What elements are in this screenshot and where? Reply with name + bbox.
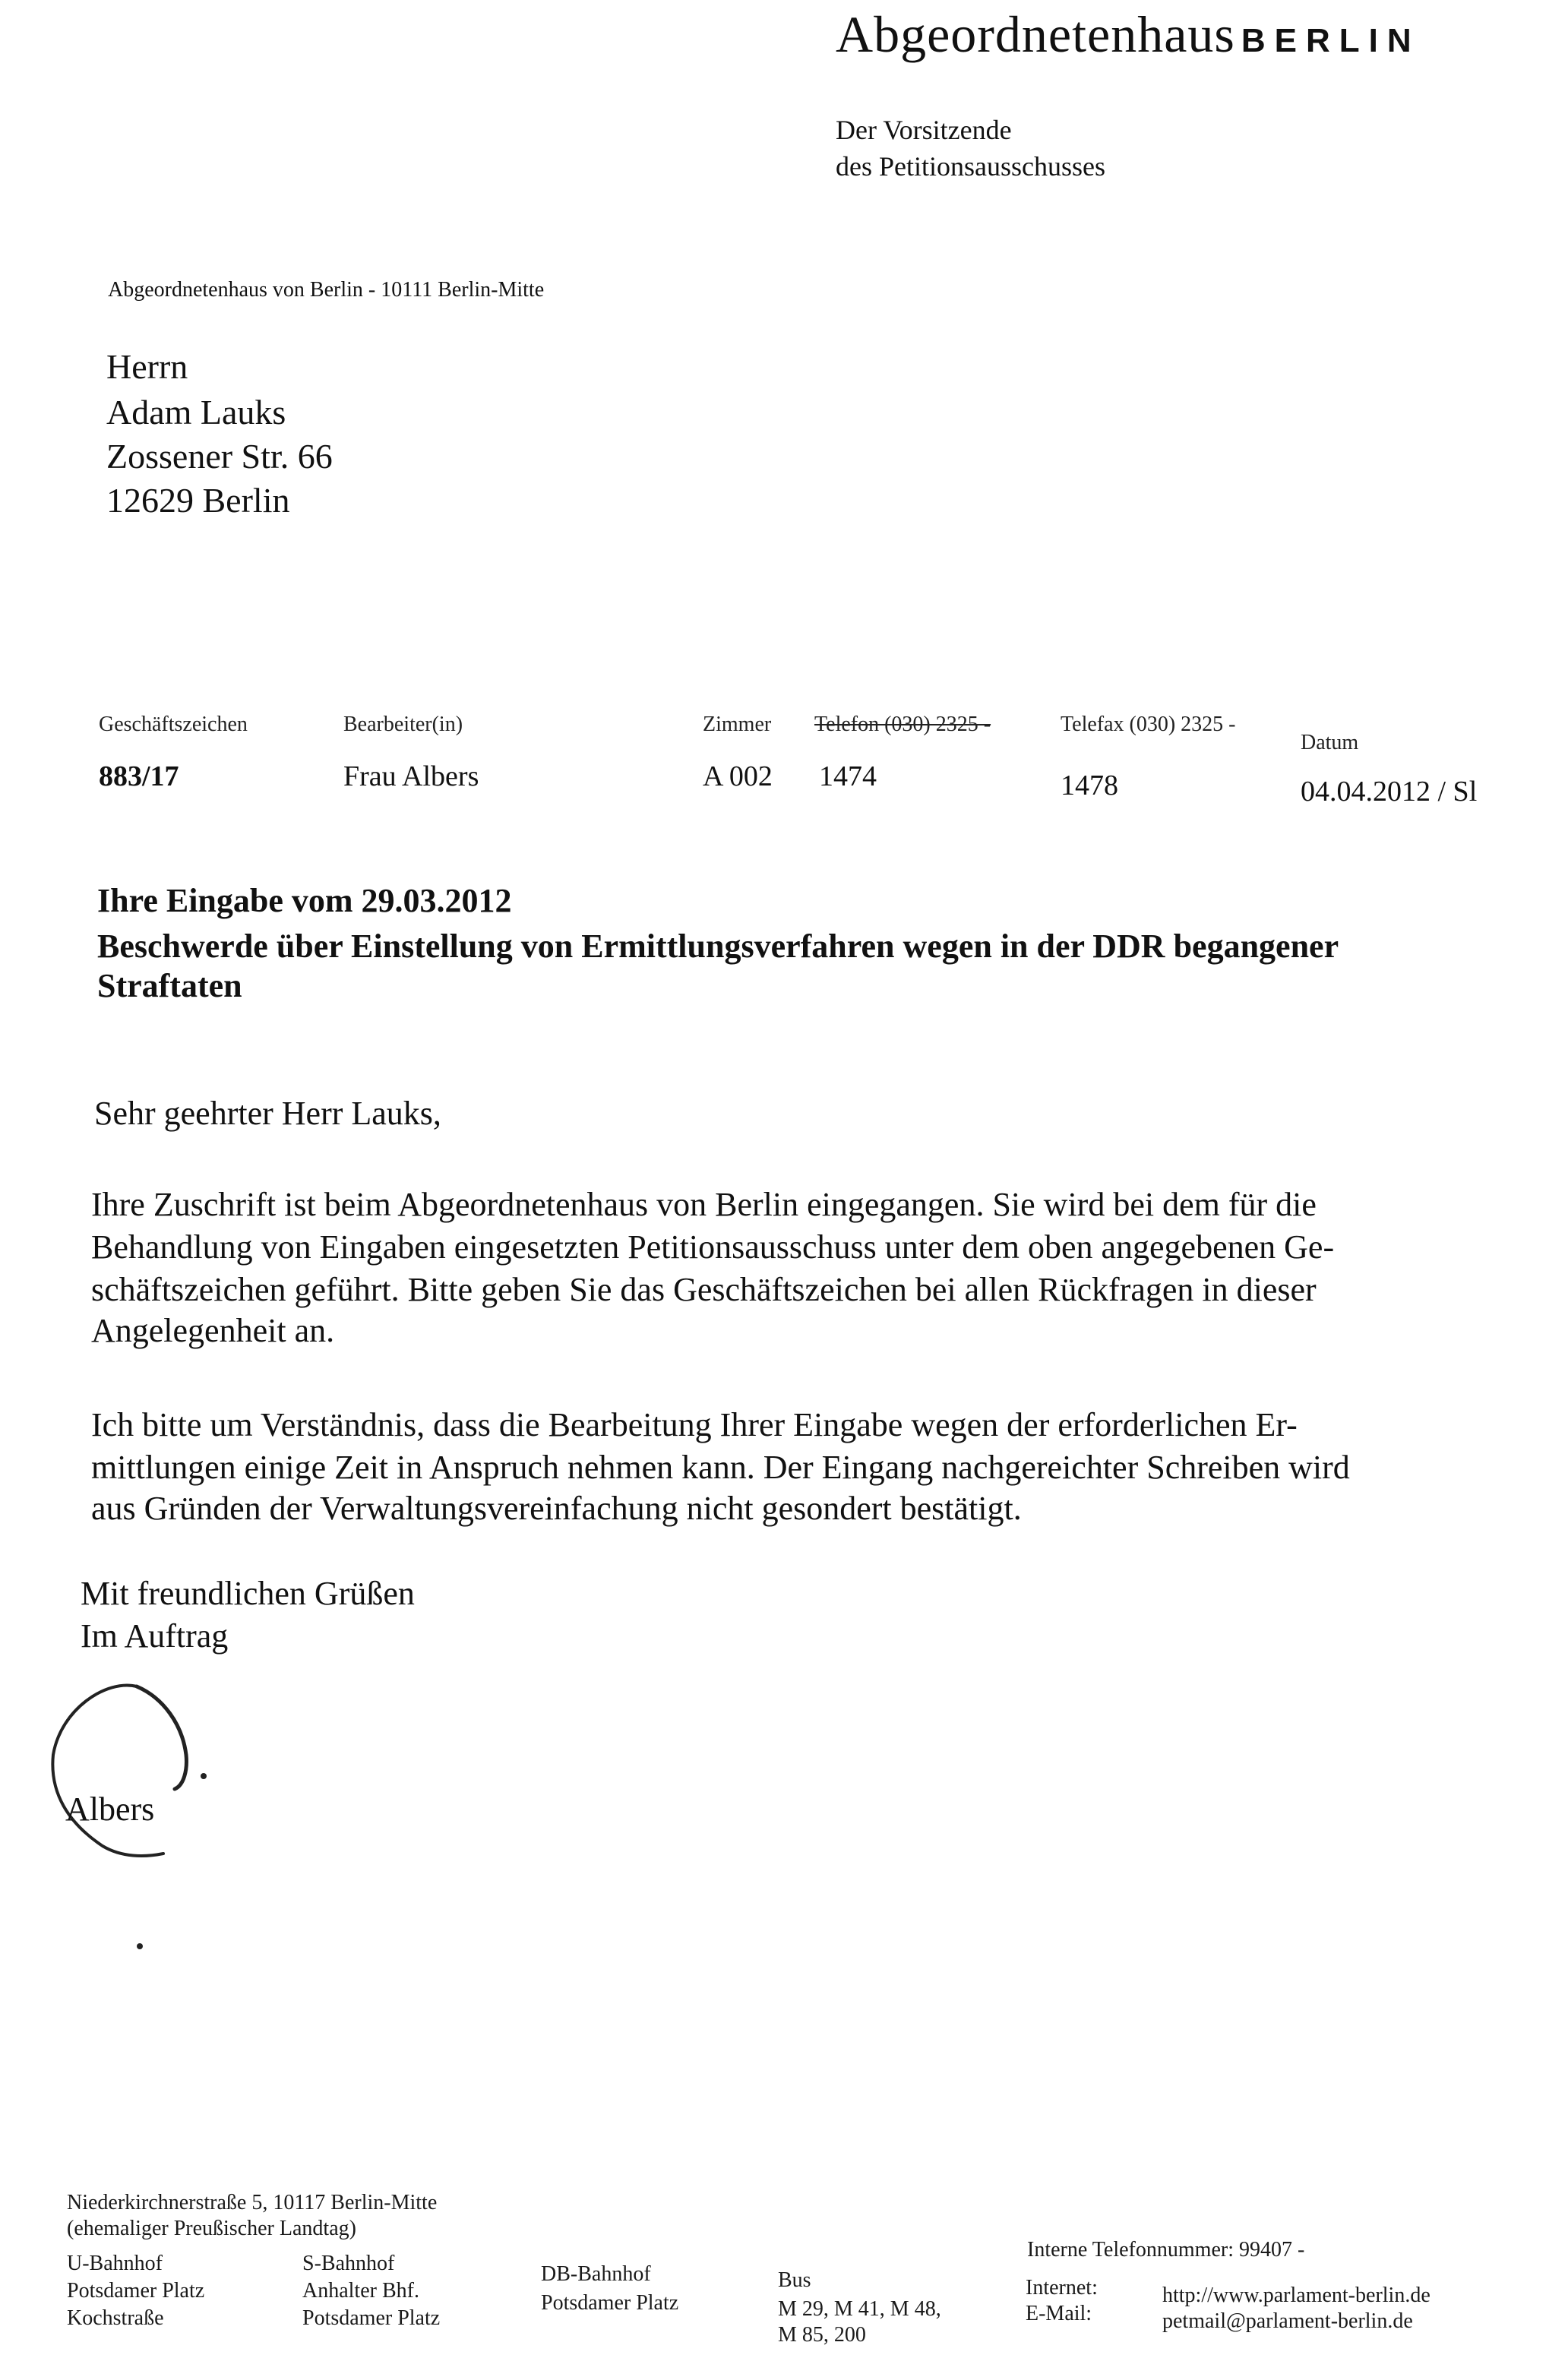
paragraph-1-line: Angelegenheit an. xyxy=(91,1312,335,1349)
closing-on-behalf: Im Auftrag xyxy=(81,1617,229,1655)
subject-line-3: Straftaten xyxy=(97,967,242,1004)
value-clerk: Frau Albers xyxy=(343,760,479,792)
footer-email-link[interactable]: petmail@parlament-berlin.de xyxy=(1162,2309,1413,2333)
label-clerk: Bearbeiter(in) xyxy=(343,713,463,736)
brand-main: Abgeordnetenhaus xyxy=(836,5,1235,63)
value-room: A 002 xyxy=(703,760,773,792)
footer-email-label: E-Mail: xyxy=(1026,2302,1092,2325)
department-line-1: Der Vorsitzende xyxy=(836,115,1012,145)
signer-name: Albers xyxy=(65,1791,155,1828)
footer-address-line-2: (ehemaliger Preußischer Landtag) xyxy=(67,2217,356,2240)
subject-line-1: Ihre Eingabe vom 29.03.2012 xyxy=(97,882,512,919)
footer-internet-link[interactable]: http://www.parlament-berlin.de xyxy=(1162,2284,1430,2307)
label-fax: Telefax (030) 2325 - xyxy=(1061,713,1236,736)
label-phone-text: Telefon (030) 2325 - xyxy=(814,713,991,736)
return-address: Abgeordnetenhaus von Berlin - 10111 Berlin-Mitte xyxy=(108,278,545,302)
footer-ubahn-stop: Potsdamer Platz xyxy=(67,2279,205,2303)
footer-internal-phone: Interne Telefonnummer: 99407 - xyxy=(1027,2238,1305,2262)
greeting: Sehr geehrter Herr Lauks, xyxy=(94,1095,441,1132)
recipient-salutation: Herrn xyxy=(106,347,188,386)
footer-ubahn-title: U-Bahnhof xyxy=(67,2252,163,2275)
department-line-2: des Petitionsausschusses xyxy=(836,151,1105,182)
label-reference: Geschäftszeichen xyxy=(99,713,248,736)
label-phone xyxy=(814,713,991,737)
paragraph-2-line: Ich bitte um Verständnis, dass die Bearbeitung Ihrer Eingabe wegen der erforderlichen Er- xyxy=(91,1406,1298,1443)
value-fax: 1478 xyxy=(1061,770,1118,801)
footer-ubahn-stop: Kochstraße xyxy=(67,2306,164,2330)
recipient-street: Zossener Str. 66 xyxy=(106,437,333,476)
brand-city: BERLIN xyxy=(1241,22,1421,59)
letterhead-brand xyxy=(836,5,1421,65)
paragraph-2-line: mittlungen einige Zeit in Anspruch nehmen kann. Der Eingang nachgereichter Schreiben wird xyxy=(91,1449,1350,1486)
footer-bus-title: Bus xyxy=(778,2268,811,2292)
recipient-city: 12629 Berlin xyxy=(106,481,290,520)
value-phone: 1474 xyxy=(819,760,877,792)
footer-sbahn-stop: Anhalter Bhf. xyxy=(302,2279,419,2303)
footer-internet-label: Internet: xyxy=(1026,2276,1098,2300)
footer-sbahn-stop: Potsdamer Platz xyxy=(302,2306,441,2330)
closing-greeting: Mit freundlichen Grüßen xyxy=(81,1575,415,1612)
stray-dot xyxy=(137,1943,143,1949)
footer-dbahn-stop: Potsdamer Platz xyxy=(541,2291,679,2315)
label-room: Zimmer xyxy=(703,713,772,736)
footer-dbahn-title: DB-Bahnhof xyxy=(541,2262,651,2286)
value-reference: 883/17 xyxy=(99,760,179,792)
signature-mark xyxy=(30,1664,228,1861)
recipient-name: Adam Lauks xyxy=(106,393,286,431)
label-date: Datum xyxy=(1301,731,1359,754)
subject-line-2: Beschwerde über Einstellung von Ermittlungsverfahren wegen in der DDR begangener xyxy=(97,928,1339,965)
footer-bus-lines: M 29, M 41, M 48, xyxy=(778,2297,941,2321)
paragraph-1-line: Ihre Zuschrift ist beim Abgeordnetenhaus von Berlin eingegangen. Sie wird bei dem für die xyxy=(91,1186,1317,1223)
footer-bus-lines: M 85, 200 xyxy=(778,2323,866,2347)
footer-address-line-1: Niederkirchnerstraße 5, 10117 Berlin-Mitte xyxy=(67,2191,438,2214)
value-date: 04.04.2012 / Sl xyxy=(1301,776,1478,808)
paragraph-2-line: aus Gründen der Verwaltungsvereinfachung nicht gesondert bestätigt. xyxy=(91,1490,1022,1527)
footer-sbahn-title: S-Bahnhof xyxy=(302,2252,395,2275)
paragraph-1-line: Behandlung von Eingaben eingesetzten Petitionsausschuss unter dem oben angegebenen Ge- xyxy=(91,1228,1335,1266)
paragraph-1-line: schäftszeichen geführt. Bitte geben Sie das Geschäftszeichen bei allen Rückfragen in dieser xyxy=(91,1271,1317,1308)
